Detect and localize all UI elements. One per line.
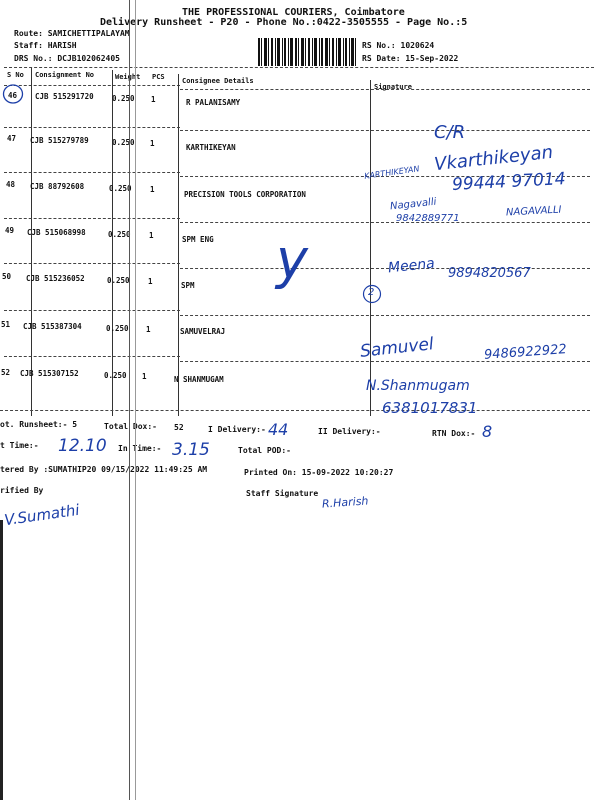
row-weight: 0.250 (112, 138, 135, 147)
i-delivery-value: 44 (268, 420, 289, 439)
nagavalli-place: NAGAVALLI (505, 204, 562, 219)
circle-mark-icon (2, 83, 24, 105)
row-sno: 47 (7, 134, 17, 143)
row-consignee: N SHANMUGAM (174, 375, 224, 384)
rs-number: RS No.: 1020624 (362, 41, 435, 50)
total-dox-value: 52 (174, 423, 184, 432)
in-time-value: 3.15 (172, 440, 210, 460)
samuvel-phone: 9486922922 (483, 342, 568, 363)
row-sno: 49 (5, 226, 15, 235)
row-sno: 48 (6, 180, 16, 189)
row-pcs: 1 (149, 231, 154, 240)
spm-eng-mark: y (276, 228, 308, 291)
row-consignee: SAMUVELRAJ (180, 327, 226, 336)
row-pcs: 1 (150, 139, 155, 148)
karthikeyan-phone: 99444 97014 (451, 169, 567, 195)
verified-signature: V.Sumathi (3, 500, 81, 530)
row-pcs: 1 (142, 372, 147, 381)
total-pod-label: Total POD:- (238, 446, 291, 455)
i-delivery-label: I Delivery:- (208, 425, 266, 434)
row-sno: 46 (8, 91, 18, 100)
row-consignee: SPM ENG (182, 235, 214, 244)
row-consignment: CJB 515279789 (30, 136, 89, 145)
entered-by: tered By :SUMATHIP20 09/15/2022 11:49:25 AM (0, 465, 208, 474)
out-time-label: t Time:- (0, 441, 39, 450)
row-consignee: PRECISION TOOLS CORPORATION (184, 190, 306, 199)
verified-by-label: rified By (0, 486, 44, 495)
printed-on: Printed On: 15-09-2022 10:20:27 (244, 468, 394, 477)
row-pcs: 1 (151, 95, 156, 104)
col-weight: Weight (115, 73, 141, 81)
row-consignment: CJB 515068998 (27, 228, 86, 237)
row-consignment: CJB 515291720 (35, 92, 94, 101)
row-weight: 0.250 (112, 94, 135, 103)
row-weight: 0.250 (109, 184, 132, 193)
header-bottom-rule-right (180, 89, 590, 90)
row-consignment: CJB 515236052 (26, 274, 85, 283)
row-consignee: KARTHIKEYAN (186, 143, 236, 152)
karthikeyan-note: KARTHIKEYAN (363, 164, 420, 181)
col-divider (112, 70, 113, 416)
col-divider (31, 68, 32, 416)
row-weight: 0.250 (104, 371, 127, 380)
row-consignee: SPM (181, 281, 195, 290)
col-pcs: PCS (152, 73, 165, 81)
row-weight: 0.250 (106, 324, 129, 333)
row-rule (180, 130, 590, 131)
shanmugam-phone: 6381017831 (382, 399, 478, 417)
row-rule (4, 218, 180, 219)
col-sno: S No (7, 71, 24, 79)
row-rule (4, 356, 180, 357)
in-time-label: In Time:- (118, 444, 162, 453)
nagavalli-phone: 9842889771 (396, 213, 460, 224)
row-rule (180, 361, 590, 362)
scan-left-edge (0, 520, 3, 800)
row-pcs: 1 (150, 185, 155, 194)
row-rule (4, 172, 180, 173)
col-signature: Signature (374, 83, 412, 91)
col-consignee: Consignee Details (182, 77, 254, 85)
total-dox-label: Total Dox:- (104, 422, 157, 431)
row-rule (4, 263, 180, 264)
row-rule (180, 222, 590, 223)
header-top-rule (4, 67, 594, 68)
col-divider (178, 74, 179, 416)
staff-signature: R.Harish (321, 494, 369, 511)
row-rule (4, 127, 180, 128)
row-pcs: 1 (148, 277, 153, 286)
document-title: THE PROFESSIONAL COURIERS, Coimbatore (182, 7, 405, 18)
staff-label: Staff: HARISH (14, 41, 77, 50)
shanmugam-note: N.Shanmugam (366, 378, 470, 394)
scan-fold-line (129, 0, 136, 800)
rs-date: RS Date: 15-Sep-2022 (362, 54, 459, 63)
circle-number: 2 (368, 287, 375, 298)
staff-signature-label: Staff Signature (246, 489, 319, 498)
row-sno: 51 (1, 320, 11, 329)
row-rule (180, 315, 590, 316)
route-label: Route: SAMICHETTIPALAYAM (14, 29, 130, 38)
nagavalli-signature: Nagavalli (389, 196, 437, 213)
meena-signature: Meena (387, 255, 436, 277)
samuvel-signature: Samuvel (359, 334, 435, 362)
row-pcs: 1 (146, 325, 151, 334)
row-rule (4, 310, 180, 311)
row-sno: 50 (2, 272, 12, 281)
col-consignment: Consignment No (35, 71, 95, 79)
meena-phone: 9894820567 (448, 266, 531, 281)
document-subtitle: Delivery Runsheet - P20 - Phone No.:0422-3505555 - Page No.:5 (100, 17, 468, 28)
row-sno: 52 (1, 368, 11, 377)
row-consignment: CJB 515387304 (23, 322, 82, 331)
row-consignment: CJB 515307152 (20, 369, 79, 378)
drs-number: DRS No.: DCJB102062405 (14, 54, 120, 63)
row-consignee: R PALANISAMY (186, 98, 241, 107)
out-time-value: 12.10 (58, 436, 107, 456)
cr-note: C/R (434, 122, 466, 143)
tot-runsheet: ot. Runsheet:- 5 (0, 420, 78, 429)
row-consignment: CJB 88792608 (30, 182, 85, 191)
rtn-dox-label: RTN Dox:- (432, 429, 476, 438)
ii-delivery-label: II Delivery:- (318, 427, 381, 436)
row-weight: 0.250 (108, 230, 131, 239)
rtn-dox-value: 8 (482, 422, 493, 441)
row-weight: 0.250 (107, 276, 130, 285)
barcode-image (258, 38, 356, 66)
karthikeyan-signature: Vkarthikeyan (433, 141, 555, 176)
table-bottom-rule (0, 410, 590, 411)
